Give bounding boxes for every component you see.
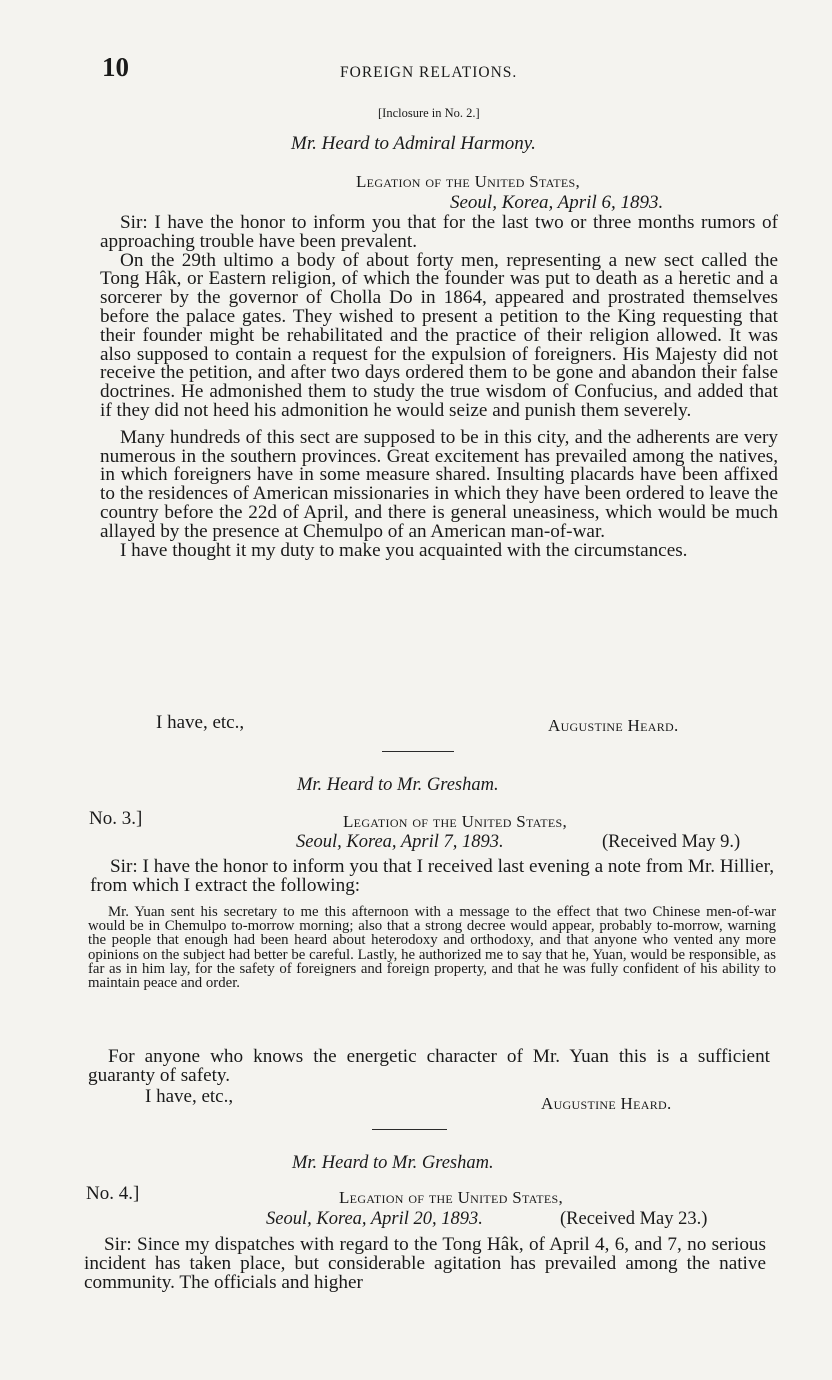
letter3-intro-text: Sir: Since my dispatches with regard to the Tong Hâk, of April 4, 6, and 7, no serious incident has taken place, but considerable agitation has prevailed among the native community. The officials and higher: [84, 1234, 766, 1293]
letter3-received: (Received May 23.): [560, 1209, 708, 1229]
letter2-conclusion-text: For anyone who knows the energetic character of Mr. Yuan this is a sufficient guaranty of safety.: [88, 1046, 770, 1086]
letter2-intro: [90, 858, 774, 896]
letter1-closing: I have, etc.,: [156, 712, 245, 733]
letter1-signature: Augustine Heard.: [548, 716, 679, 735]
letter3-number: No. 4.]: [86, 1183, 140, 1204]
separator-rule: [372, 1129, 447, 1130]
letter1-legation: Legation of the United States,: [356, 172, 581, 191]
letter2-signature: Augustine Heard.: [541, 1094, 672, 1113]
letter2-number: No. 3.]: [89, 808, 143, 829]
letter3-title: Mr. Heard to Mr. Gresham.: [292, 1153, 494, 1173]
letter2-place-date: Seoul, Korea, April 7, 1893.: [296, 832, 504, 852]
letter3-intro: [84, 1236, 766, 1292]
letter1-paragraph: Sir: I have the honor to inform you that for the last two or three months rumors of approaching trouble have been prevalent.: [100, 212, 778, 252]
letter3-legation: Legation of the United States,: [339, 1188, 564, 1207]
letter1-paragraph: I have thought it my duty to make you acquainted with the circumstances.: [120, 539, 688, 561]
letter3-place-date: Seoul, Korea, April 20, 1893.: [266, 1209, 483, 1229]
inclosure-note: [Inclosure in No. 2.]: [378, 106, 480, 120]
separator-rule: [382, 751, 454, 752]
page-number: 10: [102, 52, 129, 82]
letter1-paragraph: On the 29th ultimo a body of about forty men, representing a new sect called the Tong Hâk, or Eastern religion, of which the founder was put to death as a heretic and a sorcerer by the governor of Cholla Do in 1864, appeared and prostrated themselves before the palace gates. They wished to present a petition to the King requesting that their founder might be rehabilitated and the practice of their religion allowed. It was also supposed to contain a request for the expulsion of foreigners. His Majesty did not receive the petition, and after two days ordered them to be gone and abandon their false doctrines. He admonished them to study the true wisdom of Confucius, and added that if they did not heed his admonition he would seize and punish them severely.: [100, 249, 778, 421]
letter2-legation: Legation of the United States,: [343, 812, 568, 831]
letter1-paragraph: Many hundreds of this sect are supposed to be in this city, and the adherents are very numerous in the southern provinces. Great excitement has prevailed among the natives, in which foreigners have in some measure shared. Insulting placards have been affixed to the residences of American missionaries in which they have been ordered to leave the country before the 22d of April, and there is general uneasiness, which would be much allayed by the presence at Chemulpo of an American man-of-war.: [100, 426, 778, 542]
letter2-extract-text: Mr. Yuan sent his secretary to me this afternoon with a message to the effect that two Chinese men-of-war would be in Chemulpo to-morrow morning; also that a strong decree would appear, probably to-morrow, warning the people that enough had been heard about heterodoxy and orthodoxy, and that anyone who vented any more opinions on the subject had better be careful. Lastly, he authorized me to say that he, Yuan, would be responsible, as far as in him lay, for the safety of foreigners and foreign property, and that he was fully confident of his ability to maintain peace and order.: [88, 904, 776, 992]
letter1-body: [100, 214, 778, 560]
letter2-title: Mr. Heard to Mr. Gresham.: [297, 775, 499, 795]
letter1-title: Mr. Heard to Admiral Harmony.: [291, 133, 536, 154]
letter2-intro-text: Sir: I have the honor to inform you that I received last evening a note from Mr. Hillier, from which I extract the following:: [90, 856, 774, 896]
letter2-conclusion: [88, 1048, 770, 1086]
letter2-extract: [88, 905, 776, 990]
letter2-received: (Received May 9.): [602, 832, 741, 852]
letter2-closing: I have, etc.,: [145, 1086, 234, 1107]
letter1-place-date: Seoul, Korea, April 6, 1893.: [450, 192, 664, 213]
running-title: FOREIGN RELATIONS.: [340, 64, 518, 81]
